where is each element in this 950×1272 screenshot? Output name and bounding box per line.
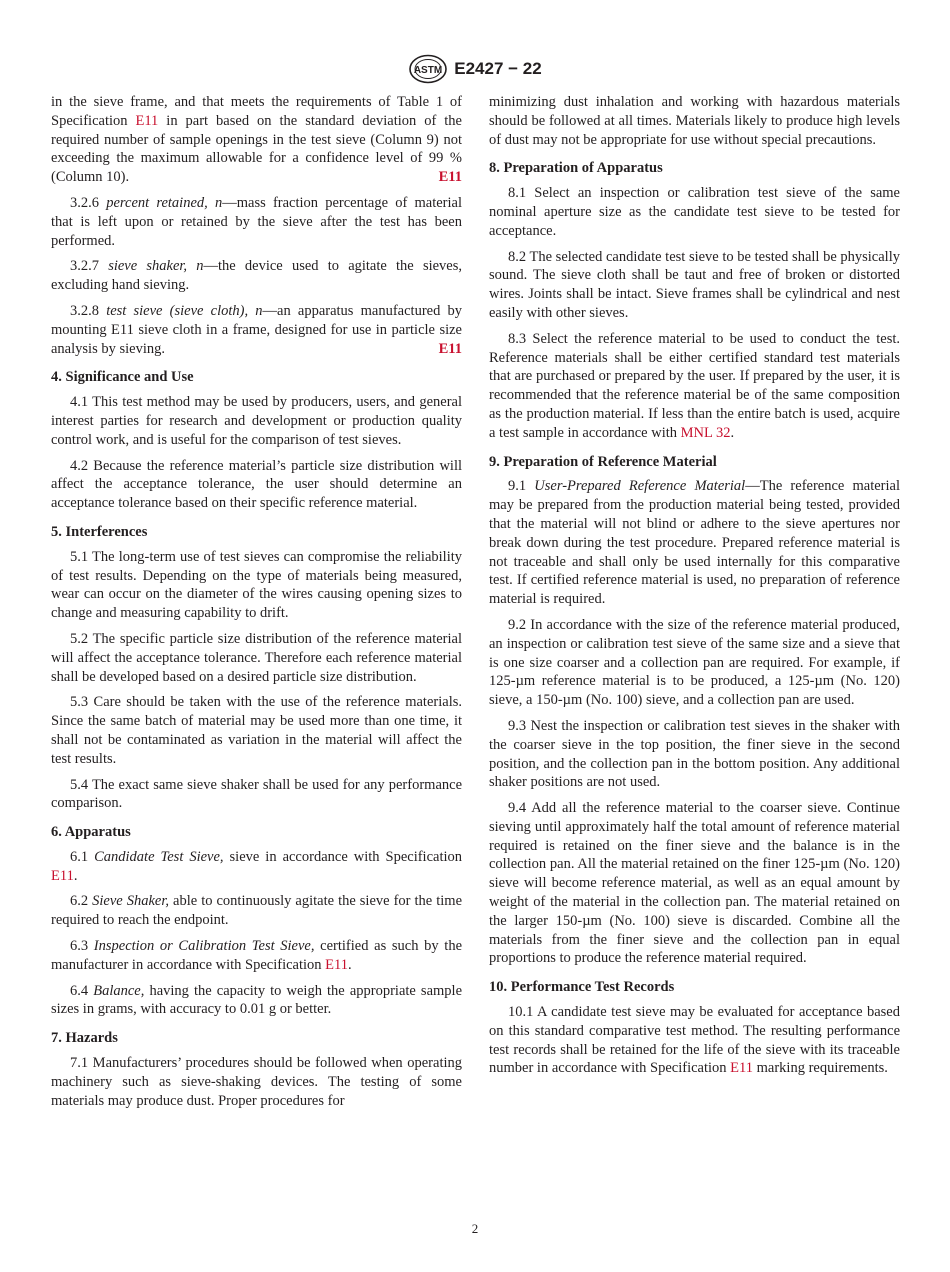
- right-column: [489, 93, 900, 1085]
- paragraph-3-2-7: 3.2.7 sieve shaker, n—the device used to agitate the sieves, excluding hand sieving.: [51, 258, 463, 294]
- section-heading-5: 5. Interferences: [51, 523, 148, 540]
- left-column: [51, 93, 462, 1117]
- paragraph-5-3: 5.3 Care should be taken with the use of the reference materials. Since the same batch of material may be used more than one time, it shall not be contaminated as variation in the material will affect the test results.: [51, 694, 462, 767]
- paragraph-9-2: 9.2 In accordance with the size of the reference material produced, an inspection or calibration test sieve of the same size and a sieve that is one size coarser and a collection pan are required. For example, if 125-µm reference material is to be produced, a 125-µm (No. 120) sieve, a 150-µm (No. 100) sieve, and a collection pan are used.: [489, 616, 900, 709]
- paragraph-continuation: minimizing dust inhalation and working with hazardous materials should be followed at all times. Materials likely to produce high levels of dust may not be appropriate for use without special precautions.: [489, 94, 900, 148]
- reference-link-e11[interactable]: E11: [51, 867, 74, 884]
- paragraph-6-3: 6.3 Inspection or Calibration Test Sieve, certified as such by the manufacturer in accordance with Specification E11.: [51, 938, 463, 973]
- reference-marker-e11[interactable]: E11: [438, 169, 462, 186]
- paragraph-4-2: 4.2 Because the reference material’s particle size distribution will affect the acceptance tolerance, the user should determine an acceptance tolerance based on their specific reference material.: [51, 457, 462, 512]
- reference-marker-e11[interactable]: E11: [438, 340, 462, 357]
- reference-link-e11[interactable]: E11: [135, 112, 159, 129]
- paragraph-8-2: 8.2 The selected candidate test sieve to be tested shall be physically sound. The sieve cloth shall be taut and free of broken or distorted wires. Joints shall be intact. Sieve frames shall be cylindrical and nest easily with other sieves.: [489, 248, 900, 321]
- paragraph-10-1: 10.1 A candidate test sieve may be evaluated for acceptance based on this standard comparative test method. The resulting performance test records shall be retained for the life of the sieve with its traceable number in accordance with Specification E11 marking requirements.: [489, 1004, 900, 1077]
- paragraph-5-1: 5.1 The long-term use of test sieves can compromise the reliability of test results. Depending on the type of materials being measured, wear can occur on the diameter of the wires causing opening sizes to change and measuring capability to drift.: [51, 548, 462, 622]
- paragraph-continuation: in the sieve frame, and that meets the requirements of Table 1 of Specification E11 in part based on the standard deviation of the required number of sample openings in the test sieve (Column 9) not exceeding the maximum allowable for a confidence level of 99 % (Column 10). E11: [51, 94, 462, 186]
- paragraph-6-4: 6.4 Balance, having the capacity to weigh the appropriate sample sizes in grams, with accuracy to 0.01 g or better.: [51, 982, 462, 1018]
- paragraph-6-1: 6.1 Candidate Test Sieve, sieve in accordance with Specification E11.: [51, 848, 463, 884]
- section-heading-7: 7. Hazards: [51, 1030, 118, 1047]
- reference-link-mnl32[interactable]: MNL 32: [680, 424, 731, 441]
- section-heading-8: 8. Preparation of Apparatus: [489, 160, 663, 177]
- page-number: 2: [471, 1221, 479, 1236]
- paragraph-9-3: 9.3 Nest the inspection or calibration test sieves in the shaker with the coarser sieve in the top position, the finer sieve in the second position, and the collection pan in the bottom position. Any additional shaker positions are not used.: [489, 717, 900, 791]
- paragraph-8-1: 8.1 Select an inspection or calibration test sieve of the same nominal aperture size as the candidate test sieve to be tested for acceptance.: [489, 185, 900, 239]
- page-header: [0, 54, 950, 84]
- paragraph-3-2-8: 3.2.8 test sieve (sieve cloth), n—an apparatus manufactured by mounting E11 sieve cloth in a frame, designed for use in particle size analysis by sieving. E11: [51, 302, 463, 357]
- astm-logo-icon: [408, 54, 448, 84]
- paragraph-7-1: 7.1 Manufacturers’ procedures should be followed when operating machinery such as sieve-shaking devices. The testing of some materials may produce dust. Proper procedures for: [51, 1055, 462, 1109]
- reference-link-e11[interactable]: E11: [325, 956, 348, 973]
- paragraph-6-2: 6.2 Sieve Shaker, able to continuously agitate the sieve for the time required to reach the endpoint.: [51, 893, 463, 929]
- paragraph-9-1: 9.1 User-Prepared Reference Material—The reference material may be prepared from the production material being tested, provided that the material will not blind or adhere to the sieve apertures nor break down during the test procedure. Prepared reference material is not traceable and shall only be used internally for this comparative test. If certified reference material is used, no preparation of reference material is required.: [489, 478, 901, 608]
- paragraph-4-1: 4.1 This test method may be used by producers, users, and general interest parties for research and development or production quality control work, and is useful for the comparison of test sieves.: [51, 394, 462, 448]
- paragraph-5-4: 5.4 The exact same sieve shaker shall be used for any performance comparison.: [51, 776, 462, 812]
- paragraph-9-4: 9.4 Add all the reference material to the coarser sieve. Continue sieving until approximately half the total amount of reference material required is retained on the finer sieve and the balance is in the collection pan. All the material retained on the finer 125-µm (No. 120) sieve will become reference material, as well as an equal amount by weight of the material in the collection pan. The material retained on the larger 150-µm (No. 100) sieve is discarded. Combine all the materials from the finer sieve and the collection pan in equal proportions to produce the reference material required.: [489, 800, 900, 967]
- reference-link-e11[interactable]: E11: [730, 1060, 753, 1077]
- section-heading-10: 10. Performance Test Records: [489, 979, 675, 996]
- paragraph-3-2-6: 3.2.6 percent retained, n—mass fraction percentage of material that is left upon or retained by the sieve after the test has been performed.: [51, 194, 463, 249]
- paragraph-8-3: 8.3 Select the reference material to be used to conduct the test. Reference materials shall be either certified standard test materials that are purchased or prepared by the user. If prepared by the user, it is recommended that the reference material be of the same composition as the production material. If less than the entire batch is used, acquire a test sample in accordance with MNL 32.: [489, 330, 900, 441]
- section-heading-6: 6. Apparatus: [51, 824, 131, 841]
- section-heading-4: 4. Significance and Use: [51, 369, 194, 386]
- paragraph-5-2: 5.2 The specific particle size distribution of the reference material will affect the acceptance tolerance. Therefore each reference material shall be developed based on a desired particle size distribution.: [51, 630, 462, 685]
- document-designation: E2427 − 22: [454, 59, 542, 78]
- logo-text: ASTM: [414, 65, 443, 76]
- section-heading-9: 9. Preparation of Reference Material: [489, 453, 717, 470]
